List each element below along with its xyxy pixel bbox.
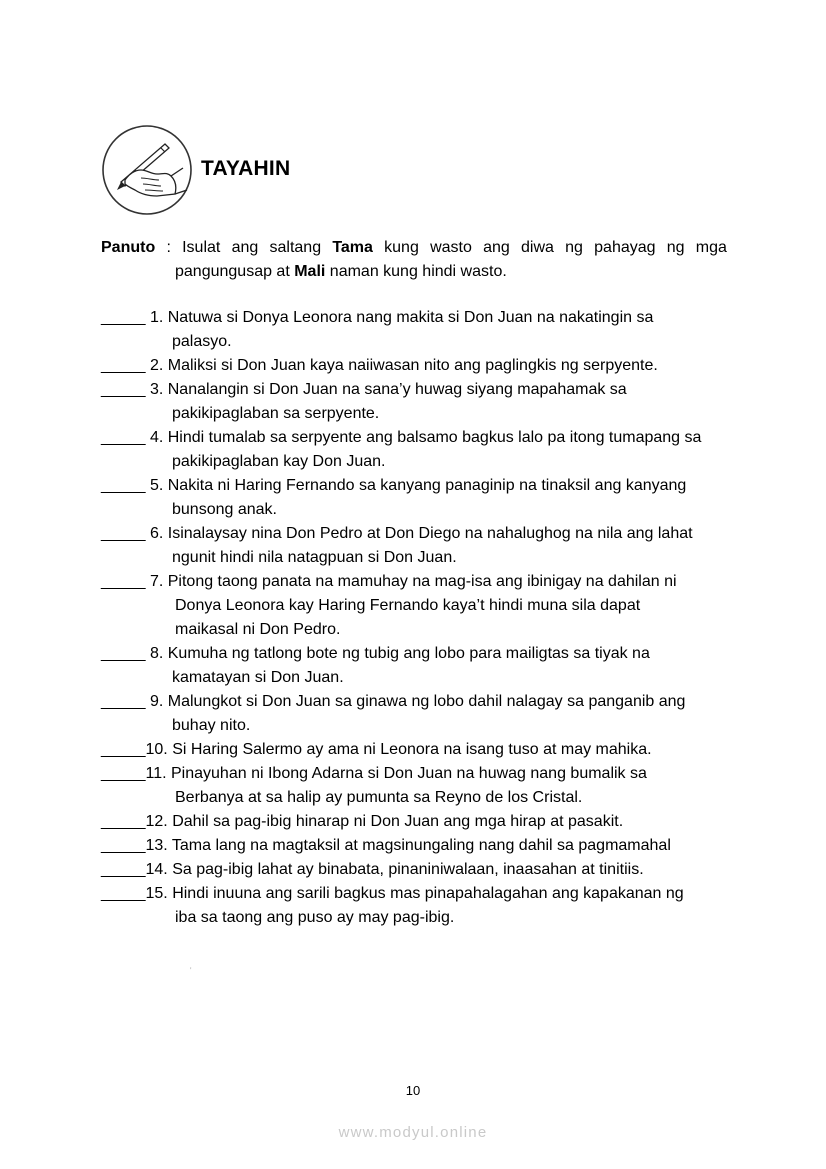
hand-writing-pen-icon [101, 124, 193, 216]
question-text-continued: Donya Leonora kay Haring Fernando kaya’t hindi muna sila dapat [175, 597, 641, 614]
question-line [101, 474, 741, 498]
question-number: 1. [145, 309, 164, 326]
question-text: Pitong taong panata na mamuhay na mag-isa ang ibinigay na dahilan ni [163, 573, 677, 590]
question-text-continued: pakikipaglaban sa serpyente. [172, 405, 380, 422]
answer-blank[interactable]: _____ [101, 429, 146, 446]
answer-blank[interactable]: _____ [101, 381, 146, 398]
question-number: 2. [145, 357, 164, 374]
question-number: 4. [145, 429, 164, 446]
instructions-line-2: pangungusap at Mali naman kung hindi wasto. [175, 263, 507, 280]
question-item [101, 810, 741, 834]
question-line [101, 426, 741, 450]
question-item [101, 738, 741, 762]
question-text-continued: palasyo. [172, 333, 232, 350]
scan-speck: ʼ [190, 968, 192, 975]
question-number: 14. [145, 861, 168, 878]
question-number: 13. [145, 837, 168, 854]
instructions [101, 236, 727, 284]
question-text: Maliksi si Don Juan kaya naiiwasan nito ang paglingkis ng serpyente. [163, 357, 658, 374]
question-line [101, 690, 741, 714]
watermark: www.modyul.online [338, 1124, 488, 1141]
question-line [101, 738, 741, 762]
question-line [101, 306, 741, 330]
question-text-continued: Berbanya at sa halip ay pumunta sa Reyno de los Cristal. [175, 789, 583, 806]
answer-blank[interactable]: _____ [101, 861, 146, 878]
mali-keyword: Mali [294, 263, 326, 280]
page-number: 10 [405, 1083, 421, 1098]
answer-blank[interactable]: _____ [101, 885, 146, 902]
instructions-line-1: Panuto : Isulat ang saltang Tama kung wasto ang diwa ng pahayag ng mga [101, 236, 727, 260]
question-text-continued: maikasal ni Don Pedro. [175, 621, 341, 638]
question-text: Kumuha ng tatlong bote ng tubig ang lobo para mailigtas sa tiyak na [163, 645, 650, 662]
question-line [101, 570, 741, 594]
question-number: 3. [145, 381, 164, 398]
question-text: Isinalaysay nina Don Pedro at Don Diego na nahalughog na nila ang lahat [163, 525, 693, 542]
question-item [101, 306, 741, 354]
question-text-continued: kamatayan si Don Juan. [172, 669, 344, 686]
question-number: 5. [145, 477, 164, 494]
question-item [101, 354, 741, 378]
question-list [101, 306, 741, 930]
question-text: Sa pag-ibig lahat ay binabata, pinaniniwalaan, inaasahan at tinitiis. [167, 861, 644, 878]
question-line [101, 858, 741, 882]
question-text: Si Haring Salermo ay ama ni Leonora na isang tuso at may mahika. [167, 741, 652, 758]
question-item [101, 762, 741, 810]
answer-blank[interactable]: _____ [101, 837, 146, 854]
question-number: 15. [145, 885, 168, 902]
section-title: TAYAHIN [201, 157, 291, 180]
question-item [101, 522, 741, 570]
question-item [101, 378, 741, 426]
question-text: Nanalangin si Don Juan na sana’y huwag siyang mapahamak sa [163, 381, 627, 398]
question-item [101, 642, 741, 690]
answer-blank[interactable]: _____ [101, 765, 146, 782]
question-text: Natuwa si Donya Leonora nang makita si Don Juan na nakatingin sa [163, 309, 654, 326]
question-text-continued: pakikipaglaban kay Don Juan. [172, 453, 386, 470]
question-text: Hindi inuuna ang sarili bagkus mas pinapahalagahan ang kapakanan ng [167, 885, 684, 902]
question-text: Malungkot si Don Juan sa ginawa ng lobo dahil nalagay sa panganib ang [163, 693, 686, 710]
question-line [101, 642, 741, 666]
question-number: 11. [145, 765, 167, 782]
question-text: Nakita ni Haring Fernando sa kanyang panaginip na tinaksil ang kanyang [163, 477, 687, 494]
question-number: 9. [145, 693, 164, 710]
question-item [101, 834, 741, 858]
answer-blank[interactable]: _____ [101, 309, 146, 326]
question-line [101, 762, 741, 786]
question-line [101, 378, 741, 402]
question-line [101, 810, 741, 834]
answer-blank[interactable]: _____ [101, 573, 146, 590]
answer-blank[interactable]: _____ [101, 693, 146, 710]
question-text: Tama lang na magtaksil at magsinungaling nang dahil sa pagmamahal [167, 837, 671, 854]
question-line [101, 522, 741, 546]
panuto-separator: : [166, 239, 171, 256]
question-text-continued: buhay nito. [172, 717, 251, 734]
question-line [101, 834, 741, 858]
question-item [101, 426, 741, 474]
panuto-label: Panuto [101, 239, 156, 256]
question-text-continued: iba sa taong ang puso ay may pag-ibig. [175, 909, 455, 926]
question-line [101, 882, 741, 906]
answer-blank[interactable]: _____ [101, 741, 146, 758]
question-number: 7. [145, 573, 164, 590]
question-text: Hindi tumalab sa serpyente ang balsamo bagkus lalo pa itong tumapang sa [163, 429, 702, 446]
question-text: Pinayuhan ni Ibong Adarna si Don Juan na huwag nang bumalik sa [166, 765, 647, 782]
answer-blank[interactable]: _____ [101, 813, 146, 830]
question-text: Dahil sa pag-ibig hinarap ni Don Juan ang mga hirap at pasakit. [167, 813, 624, 830]
question-item [101, 882, 741, 930]
question-text-continued: ngunit hindi nila natagpuan si Don Juan. [172, 549, 457, 566]
question-number: 10. [145, 741, 168, 758]
question-number: 6. [145, 525, 164, 542]
answer-blank[interactable]: _____ [101, 645, 146, 662]
question-item [101, 570, 741, 642]
question-item [101, 690, 741, 738]
question-number: 12. [145, 813, 168, 830]
answer-blank[interactable]: _____ [101, 357, 146, 374]
answer-blank[interactable]: _____ [101, 525, 146, 542]
question-number: 8. [145, 645, 164, 662]
question-text-continued: bunsong anak. [172, 501, 277, 518]
question-line [101, 354, 741, 378]
tama-keyword: Tama [332, 239, 373, 256]
question-item [101, 858, 741, 882]
question-item [101, 474, 741, 522]
answer-blank[interactable]: _____ [101, 477, 146, 494]
